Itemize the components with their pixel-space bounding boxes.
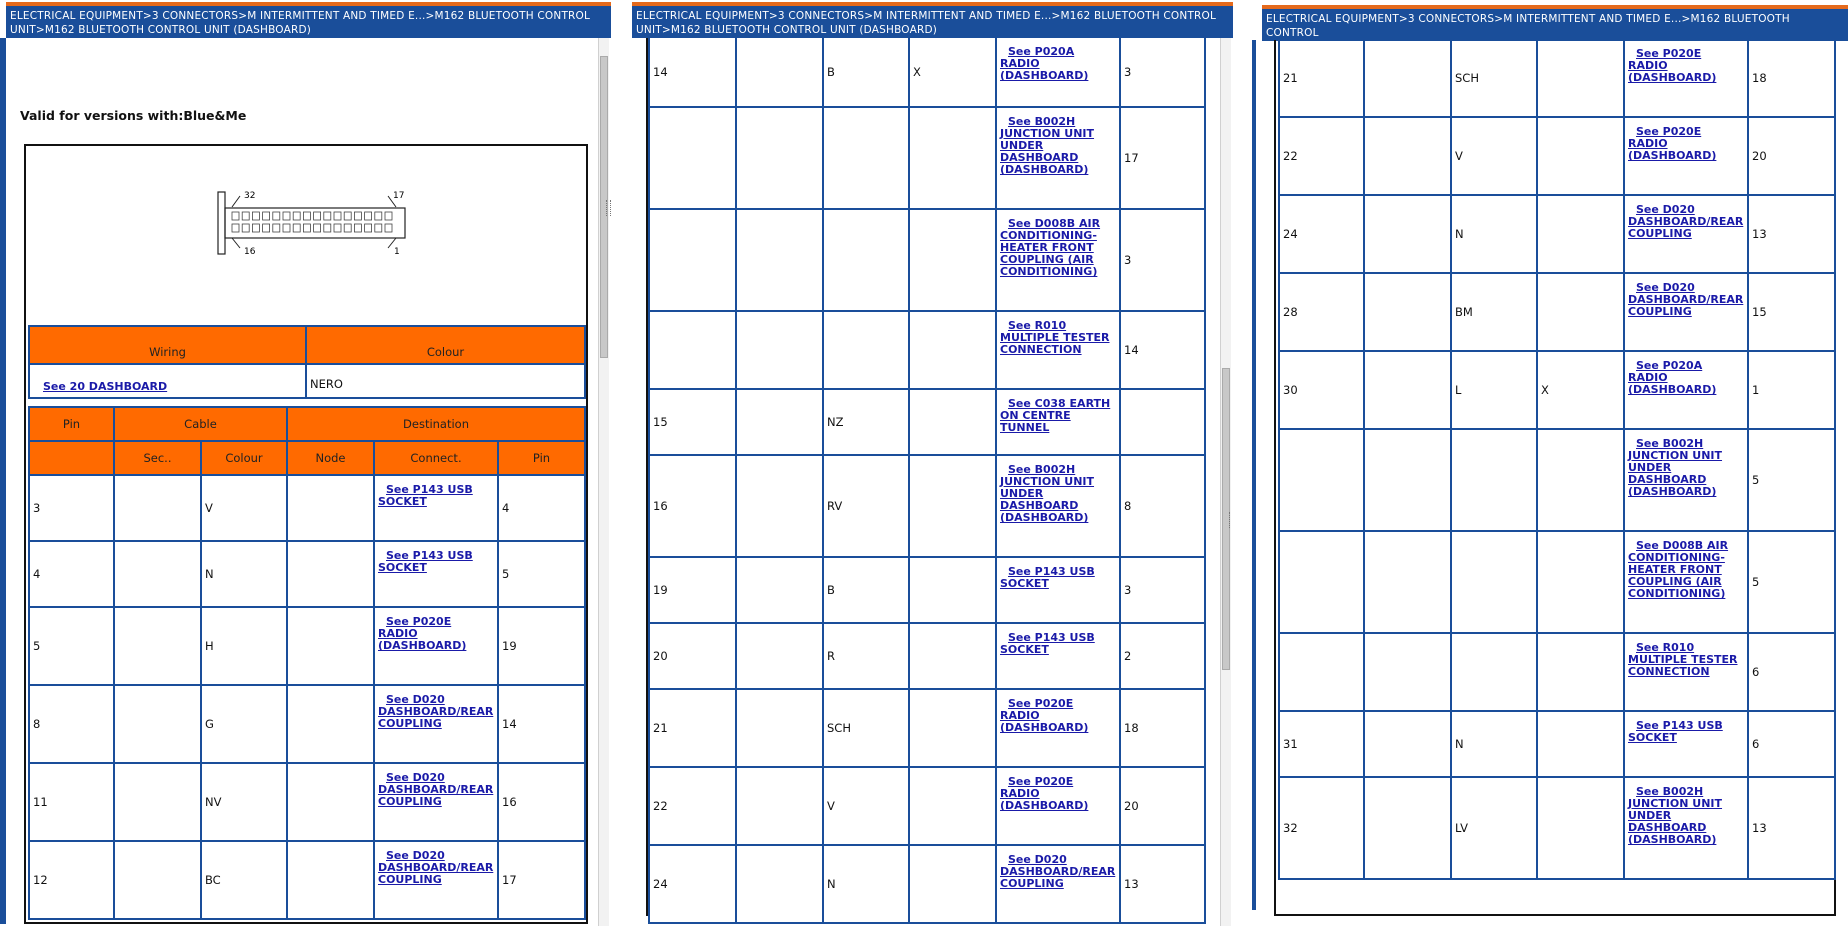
connector-pin	[232, 224, 239, 232]
connector-link[interactable]: See R010 MULTIPLE TESTER CONNECTION	[1628, 641, 1738, 678]
node-cell	[1537, 777, 1624, 879]
connector-link[interactable]: See D020 DASHBOARD/REAR COUPLING	[378, 849, 494, 886]
sec-cell	[114, 841, 201, 919]
connect-cell	[374, 841, 498, 919]
connector-link[interactable]: See P143 USB SOCKET	[378, 549, 473, 574]
connector-link[interactable]: See P020A RADIO (DASHBOARD)	[1628, 359, 1717, 396]
pin-table-1	[28, 406, 586, 920]
wiring-colour: NERO	[306, 364, 585, 398]
connector-link[interactable]: See C038 EARTH ON CENTRE TUNNEL	[1000, 397, 1111, 434]
node-cell	[1537, 39, 1624, 117]
pin-cell: 19	[649, 557, 736, 623]
connector-pin	[354, 224, 361, 232]
connector-pin	[385, 212, 392, 220]
connector-pin	[232, 212, 239, 220]
table-row	[29, 475, 585, 541]
table-row	[1279, 633, 1835, 711]
table-row	[649, 107, 1205, 209]
node-cell: X	[909, 37, 996, 107]
sec-cell	[736, 107, 823, 209]
dest-pin-cell: 1	[1748, 351, 1835, 429]
connector-pin	[252, 212, 259, 220]
breadcrumb[interactable]	[632, 2, 1233, 38]
connect-cell	[1624, 39, 1748, 117]
connector-link[interactable]: See D008B AIR CONDITIONING-HEATER FRONT COUPLING (AIR CONDITIONING)	[1628, 539, 1729, 600]
connect-cell	[996, 37, 1120, 107]
colour-header: Colour	[306, 326, 585, 364]
sec-cell	[736, 623, 823, 689]
pin-table-2	[648, 36, 1206, 924]
node-cell	[909, 689, 996, 767]
left-nav-edge	[0, 38, 6, 924]
table-row	[1279, 39, 1835, 117]
node-cell	[1537, 429, 1624, 531]
pin-subheader-blank	[29, 441, 114, 475]
pin-cell: 8	[29, 685, 114, 763]
node-cell	[1537, 711, 1624, 777]
colour-cell: V	[823, 767, 909, 845]
pin-cell: 16	[649, 455, 736, 557]
connect-cell	[996, 311, 1120, 389]
connector-link[interactable]: See D008B AIR CONDITIONING-HEATER FRONT COUPLING (AIR CONDITIONING)	[1000, 217, 1101, 278]
dest-pin-cell: 5	[1748, 531, 1835, 633]
connector-pin	[334, 224, 341, 232]
pin-label-32: 32	[244, 191, 256, 201]
node-cell	[909, 209, 996, 311]
connect-cell	[996, 209, 1120, 311]
connector-pin	[365, 224, 372, 232]
connect-cell	[374, 763, 498, 841]
connector-pin	[324, 224, 331, 232]
sec-cell	[736, 767, 823, 845]
connect-cell	[1624, 195, 1748, 273]
colour-cell: H	[201, 607, 287, 685]
table-row	[29, 763, 585, 841]
sec-cell	[114, 541, 201, 607]
dest-pin-cell: 20	[1748, 117, 1835, 195]
colour-cell	[823, 311, 909, 389]
sec-cell	[114, 685, 201, 763]
dest-pin-cell: 20	[1120, 767, 1205, 845]
connector-link[interactable]: See D020 DASHBOARD/REAR COUPLING	[1000, 853, 1116, 890]
connect-cell	[1624, 711, 1748, 777]
node-cell	[287, 685, 374, 763]
table-row	[649, 389, 1205, 455]
pin-cell	[1279, 633, 1364, 711]
pin-cell: 14	[649, 37, 736, 107]
pin-label-17: 17	[393, 191, 405, 201]
connector-link[interactable]: See P020E RADIO (DASHBOARD)	[1000, 697, 1089, 734]
pin-cell: 21	[1279, 39, 1364, 117]
dest-pin-cell: 3	[1120, 557, 1205, 623]
node-cell	[909, 455, 996, 557]
colour-cell: N	[1451, 195, 1537, 273]
connector-link[interactable]: See B002H JUNCTION UNIT UNDER DASHBOARD (DASHBOARD)	[1628, 785, 1723, 846]
table-row	[1279, 777, 1835, 879]
dest-pin-cell: 3	[1120, 37, 1205, 107]
connect-cell	[996, 623, 1120, 689]
dest-pin-cell: 5	[498, 541, 585, 607]
sec-cell	[736, 311, 823, 389]
dest-pin-cell: 15	[1748, 273, 1835, 351]
connector-pin	[252, 224, 259, 232]
breadcrumb[interactable]	[1262, 5, 1848, 53]
connect-cell	[1624, 633, 1748, 711]
left-nav-edge	[1252, 40, 1256, 910]
dest-pin-cell: 16	[498, 763, 585, 841]
connector-diagram	[210, 186, 410, 264]
node-cell	[909, 557, 996, 623]
connect-cell	[996, 455, 1120, 557]
table-row	[649, 37, 1205, 107]
colour-cell	[823, 209, 909, 311]
sec-header: Sec..	[114, 441, 201, 475]
colour-cell: SCH	[1451, 39, 1537, 117]
connect-cell	[1624, 429, 1748, 531]
connector-pin	[324, 212, 331, 220]
colour-cell: NZ	[823, 389, 909, 455]
table-row	[1279, 351, 1835, 429]
connect-cell	[374, 475, 498, 541]
colour-cell: BM	[1451, 273, 1537, 351]
dest-pin-cell: 4	[498, 475, 585, 541]
node-cell	[909, 107, 996, 209]
panel-1	[0, 0, 611, 936]
node-cell	[287, 763, 374, 841]
connector-link[interactable]: See D020 DASHBOARD/REAR COUPLING	[1628, 203, 1744, 240]
connector-pin	[242, 212, 249, 220]
connector-pin	[354, 212, 361, 220]
node-cell	[909, 767, 996, 845]
sec-cell	[736, 845, 823, 923]
connector-link[interactable]: See P020E RADIO (DASHBOARD)	[1628, 125, 1717, 162]
sec-cell	[1364, 273, 1451, 351]
connector-pin	[334, 212, 341, 220]
colour-cell: G	[201, 685, 287, 763]
connector-pin	[273, 224, 280, 232]
pin-cell: 4	[29, 541, 114, 607]
dest-pin-cell: 13	[1120, 845, 1205, 923]
sec-cell	[736, 689, 823, 767]
connect-cell	[374, 541, 498, 607]
dest-pin-cell: 6	[1748, 711, 1835, 777]
connector-pin	[344, 224, 351, 232]
sec-cell	[736, 389, 823, 455]
sec-cell	[1364, 633, 1451, 711]
dest-pin-cell: 5	[1748, 429, 1835, 531]
pin-header: Pin	[29, 407, 114, 441]
node-cell	[909, 389, 996, 455]
table-row	[649, 209, 1205, 311]
connector-link[interactable]: See P143 USB SOCKET	[1000, 565, 1095, 590]
table-row	[649, 455, 1205, 557]
colour-cell: N	[1451, 711, 1537, 777]
cable-header: Cable	[114, 407, 287, 441]
connector-pin	[263, 212, 270, 220]
pin-cell: 20	[649, 623, 736, 689]
connect-cell	[1624, 351, 1748, 429]
dest-pin-cell: 17	[1120, 107, 1205, 209]
connect-cell	[1624, 273, 1748, 351]
sec-cell	[1364, 351, 1451, 429]
table-row	[29, 607, 585, 685]
cable-colour-header: Colour	[201, 441, 287, 475]
table-row	[649, 623, 1205, 689]
colour-cell: BC	[201, 841, 287, 919]
pin-cell	[1279, 429, 1364, 531]
sec-cell	[1364, 711, 1451, 777]
table-row	[1279, 711, 1835, 777]
sec-cell	[114, 475, 201, 541]
dest-pin-header: Pin	[498, 441, 585, 475]
connect-cell	[1624, 531, 1748, 633]
dest-pin-cell: 19	[498, 607, 585, 685]
connector-pin	[314, 212, 321, 220]
table-row	[649, 557, 1205, 623]
colour-cell: B	[823, 557, 909, 623]
scrollbar[interactable]	[598, 38, 609, 926]
dest-pin-cell: 17	[498, 841, 585, 919]
colour-cell: SCH	[823, 689, 909, 767]
connector-link[interactable]: See B002H JUNCTION UNIT UNDER DASHBOARD (DASHBOARD)	[1628, 437, 1723, 498]
table-row	[649, 767, 1205, 845]
connector-link[interactable]: See P020A RADIO (DASHBOARD)	[1000, 45, 1089, 82]
connect-cell	[374, 685, 498, 763]
colour-cell: RV	[823, 455, 909, 557]
table-row	[1279, 117, 1835, 195]
connector-link[interactable]: See P143 USB SOCKET	[1628, 719, 1723, 744]
pin-cell	[649, 311, 736, 389]
connector-pin	[314, 224, 321, 232]
pin-cell	[1279, 531, 1364, 633]
pin-cell: 31	[1279, 711, 1364, 777]
connector-link[interactable]: See P020E RADIO (DASHBOARD)	[378, 615, 467, 652]
table-row	[1279, 273, 1835, 351]
dest-pin-cell: 13	[1748, 777, 1835, 879]
dest-pin-cell: 6	[1748, 633, 1835, 711]
validity-note: Valid for versions with:Blue&Me	[20, 108, 247, 123]
connector-pin	[375, 212, 382, 220]
sec-cell	[736, 557, 823, 623]
scrollbar[interactable]	[1220, 38, 1231, 926]
connect-cell	[996, 767, 1120, 845]
sec-cell	[1364, 777, 1451, 879]
pin-cell: 3	[29, 475, 114, 541]
panel-2	[628, 0, 1233, 936]
dest-pin-cell: 8	[1120, 455, 1205, 557]
pin-cell: 32	[1279, 777, 1364, 879]
node-cell	[287, 841, 374, 919]
colour-cell	[1451, 429, 1537, 531]
sec-cell	[1364, 39, 1451, 117]
colour-cell	[823, 107, 909, 209]
dest-pin-cell: 18	[1120, 689, 1205, 767]
connector-link[interactable]: See P143 USB SOCKET	[378, 483, 473, 508]
sec-cell	[736, 209, 823, 311]
node-header: Node	[287, 441, 374, 475]
connector-link[interactable]: See B002H JUNCTION UNIT UNDER DASHBOARD (DASHBOARD)	[1000, 115, 1095, 176]
colour-cell	[1451, 633, 1537, 711]
connector-pin	[385, 224, 392, 232]
breadcrumb-line-2: UNIT>M162 BLUETOOTH CONTROL UNIT (DASHBOARD)	[636, 24, 938, 36]
pin-cell: 28	[1279, 273, 1364, 351]
table-row	[29, 541, 585, 607]
pin-cell: 12	[29, 841, 114, 919]
breadcrumb-line-2: UNIT>M162 BLUETOOTH CONTROL UNIT (DASHBOARD)	[1266, 41, 1568, 53]
connect-header: Connect.	[374, 441, 498, 475]
node-cell	[287, 475, 374, 541]
sec-cell	[1364, 531, 1451, 633]
node-cell	[1537, 117, 1624, 195]
connect-cell	[996, 689, 1120, 767]
pin-cell: 21	[649, 689, 736, 767]
connector-link[interactable]: See P020E RADIO (DASHBOARD)	[1000, 775, 1089, 812]
connector-link[interactable]: See D020 DASHBOARD/REAR COUPLING	[1628, 281, 1744, 318]
breadcrumb-line-2: UNIT>M162 BLUETOOTH CONTROL UNIT (DASHBOARD)	[10, 24, 312, 36]
sec-cell	[736, 455, 823, 557]
splitter-grip[interactable]	[606, 200, 611, 216]
connector-link[interactable]: See P020E RADIO (DASHBOARD)	[1628, 47, 1717, 84]
colour-cell: LV	[1451, 777, 1537, 879]
connect-cell	[996, 845, 1120, 923]
node-cell	[909, 623, 996, 689]
connector-link[interactable]: See D020 DASHBOARD/REAR COUPLING	[378, 693, 494, 730]
sec-cell	[114, 763, 201, 841]
connector-pin	[293, 224, 300, 232]
breadcrumb-line-1: ELECTRICAL EQUIPMENT>3 CONNECTORS>M INTERMITTENT AND TIMED E...>M162 BLUETOOTH CONTROL	[1266, 13, 1790, 39]
connector-pin	[344, 212, 351, 220]
dest-pin-cell: 13	[1748, 195, 1835, 273]
connect-cell	[996, 557, 1120, 623]
dest-pin-cell: 14	[1120, 311, 1205, 389]
connector-pin	[303, 212, 310, 220]
sec-cell	[1364, 429, 1451, 531]
node-cell	[1537, 273, 1624, 351]
connector-link[interactable]: See P143 USB SOCKET	[1000, 631, 1095, 656]
pin-cell	[649, 107, 736, 209]
colour-cell: NV	[201, 763, 287, 841]
splitter-grip[interactable]	[1229, 512, 1233, 528]
colour-cell: L	[1451, 351, 1537, 429]
table-row	[29, 841, 585, 919]
connector-pin	[283, 224, 290, 232]
node-cell	[1537, 633, 1624, 711]
dest-pin-cell: 18	[1748, 39, 1835, 117]
colour-cell: B	[823, 37, 909, 107]
connector-pin	[242, 224, 249, 232]
connect-cell	[1624, 117, 1748, 195]
connect-cell	[996, 107, 1120, 209]
sec-cell	[1364, 117, 1451, 195]
pin-cell: 11	[29, 763, 114, 841]
connector-pin	[303, 224, 310, 232]
node-cell	[287, 541, 374, 607]
pin-label-16: 16	[244, 247, 256, 257]
table-row	[1279, 429, 1835, 531]
breadcrumb[interactable]	[6, 2, 611, 38]
colour-cell: V	[1451, 117, 1537, 195]
table-row	[29, 685, 585, 763]
wiring-table	[28, 325, 586, 399]
dest-pin-cell: 14	[498, 685, 585, 763]
connector-link[interactable]: See R010 MULTIPLE TESTER CONNECTION	[1000, 319, 1110, 356]
connector-link[interactable]: See B002H JUNCTION UNIT UNDER DASHBOARD (DASHBOARD)	[1000, 463, 1095, 524]
connector-pin	[365, 212, 372, 220]
dest-pin-cell: 3	[1120, 209, 1205, 311]
table-row	[1279, 195, 1835, 273]
colour-cell	[1451, 531, 1537, 633]
pin-cell: 24	[1279, 195, 1364, 273]
table-row	[649, 689, 1205, 767]
pin-label-1: 1	[394, 247, 400, 257]
sec-cell	[736, 37, 823, 107]
pin-cell: 22	[1279, 117, 1364, 195]
table-row	[1279, 531, 1835, 633]
dest-pin-cell: 2	[1120, 623, 1205, 689]
colour-cell: R	[823, 623, 909, 689]
pin-cell: 24	[649, 845, 736, 923]
wiring-link[interactable]: See 20 DASHBOARD	[43, 380, 168, 393]
wiring-header: Wiring	[29, 326, 306, 364]
pin-table-3	[1278, 38, 1836, 880]
pin-cell: 30	[1279, 351, 1364, 429]
connector-link[interactable]: See D020 DASHBOARD/REAR COUPLING	[378, 771, 494, 808]
breadcrumb-line-1: ELECTRICAL EQUIPMENT>3 CONNECTORS>M INTERMITTENT AND TIMED E...>M162 BLUETOOTH CONTROL	[636, 10, 1217, 22]
table-row	[649, 845, 1205, 923]
sec-cell	[114, 607, 201, 685]
pin-cell: 22	[649, 767, 736, 845]
node-cell	[909, 311, 996, 389]
node-cell	[909, 845, 996, 923]
node-cell	[1537, 531, 1624, 633]
connect-cell	[374, 607, 498, 685]
pin-cell: 15	[649, 389, 736, 455]
destination-header: Destination	[287, 407, 585, 441]
connect-cell	[1624, 777, 1748, 879]
connector-pin	[375, 224, 382, 232]
node-cell	[1537, 195, 1624, 273]
pin-cell	[649, 209, 736, 311]
colour-cell: N	[201, 541, 287, 607]
connector-pin	[273, 212, 280, 220]
colour-cell: V	[201, 475, 287, 541]
pin-cell: 5	[29, 607, 114, 685]
panel-3	[1252, 0, 1848, 936]
breadcrumb-line-1: ELECTRICAL EQUIPMENT>3 CONNECTORS>M INTERMITTENT AND TIMED E...>M162 BLUETOOTH CONTROL	[10, 10, 591, 22]
table-row	[649, 311, 1205, 389]
colour-cell: N	[823, 845, 909, 923]
node-cell	[287, 607, 374, 685]
connect-cell	[996, 389, 1120, 455]
node-cell: X	[1537, 351, 1624, 429]
connector-pin	[263, 224, 270, 232]
sec-cell	[1364, 195, 1451, 273]
dest-pin-cell	[1120, 389, 1205, 455]
connector-pin	[293, 212, 300, 220]
connector-pin	[283, 212, 290, 220]
